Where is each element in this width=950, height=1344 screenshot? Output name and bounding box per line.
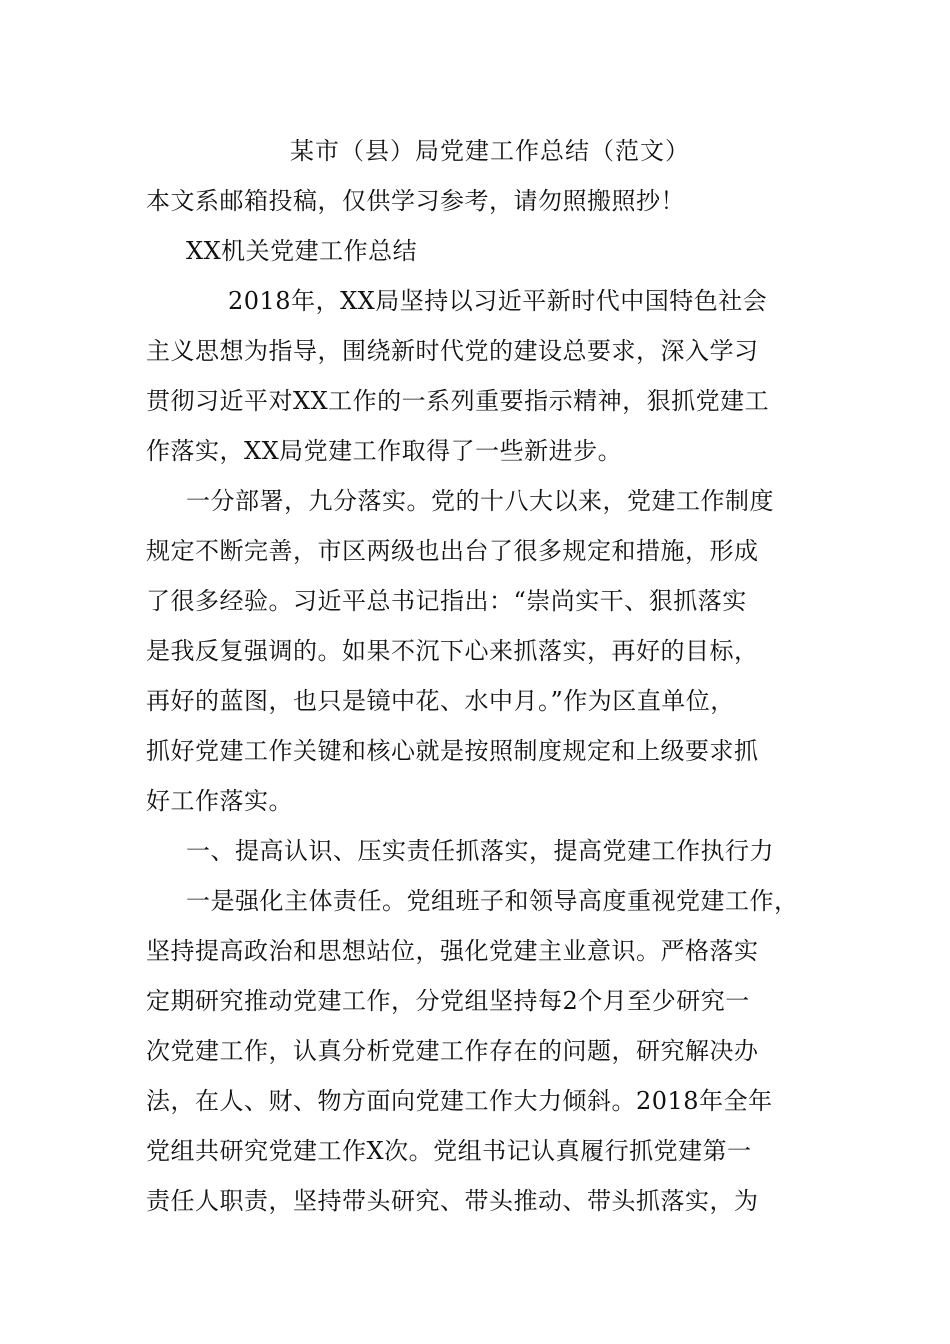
paragraph-line: 坚持提高政治和思想站位，强化党建主业意识。严格落实 xyxy=(146,937,759,965)
section-heading: 一、提高认识、压实责任抓落实，提高党建工作执行力 xyxy=(186,837,774,865)
paragraph-line: 贯彻习近平对XX工作的一系列重要指示精神，狠抓党建工 xyxy=(146,387,770,415)
paragraph-line: 一是强化主体责任。党组班子和领导高度重视党建工作， xyxy=(186,887,799,915)
paragraph-line: 主义思想为指导，围绕新时代党的建设总要求，深入学习 xyxy=(146,337,759,365)
paragraph-line: 定期研究推动党建工作，分党组坚持每2个月至少研究一 xyxy=(146,987,750,1015)
paragraph-line: 责任人职责，坚持带头研究、带头推动、带头抓落实，为 xyxy=(146,1187,759,1215)
paragraph-line: 次党建工作，认真分析党建工作存在的问题，研究解决办 xyxy=(146,1037,759,1065)
notice-line: 本文系邮箱投稿，仅供学习参考，请勿照搬照抄！ xyxy=(146,187,685,215)
paragraph-line: 再好的蓝图，也只是镜中花、水中月。”作为区直单位， xyxy=(146,687,735,715)
subtitle: XX机关党建工作总结 xyxy=(186,237,418,265)
paragraph-line: 是我反复强调的。如果不沉下心来抓落实，再好的目标， xyxy=(146,637,759,665)
paragraph-line: 一分部署，九分落实。党的十八大以来，党建工作制度 xyxy=(186,487,774,515)
paragraph-line: 规定不断完善，市区两级也出台了很多规定和措施，形成 xyxy=(146,537,759,565)
paragraph-line: 抓好党建工作关键和核心就是按照制度规定和上级要求抓 xyxy=(146,737,759,765)
paragraph-line: 2018年，XX局坚持以习近平新时代中国特色社会 xyxy=(228,287,768,315)
paragraph-line: 法，在人、财、物方面向党建工作大力倾斜。2018年全年 xyxy=(146,1087,773,1115)
paragraph-line: 好工作落实。 xyxy=(146,787,293,815)
document-title: 某市（县）局党建工作总结（范文） xyxy=(290,137,690,165)
paragraph-line: 作落实，XX局党建工作取得了一些新进步。 xyxy=(146,437,623,465)
paragraph-line: 了很多经验。习近平总书记指出：“崇尚实干、狠抓落实 xyxy=(146,587,747,615)
paragraph-line: 党组共研究党建工作X次。党组书记认真履行抓党建第一 xyxy=(146,1137,752,1165)
